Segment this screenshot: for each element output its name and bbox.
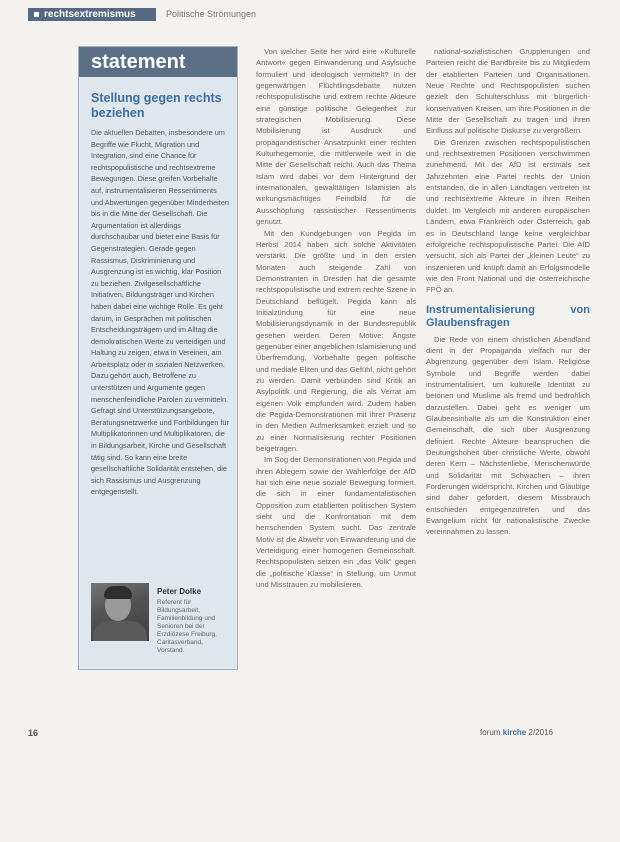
section-label: rechtsextremismus: [44, 9, 136, 20]
publication-prefix: forum: [480, 728, 501, 737]
page-number: 16: [28, 728, 39, 738]
section-tag: [28, 8, 156, 21]
paragraph: Die Grenzen zwischen rechtspopulistischen und rechtsextremen Positionen verschwimmen zunehmend. Mit der AfD ist erstmals seit Jahrzehnten eine Partei rechts der Union entstanden, die in allen Landtagen vertreten ist und rechtsextreme Akteure in ihren Reihen duldet. Im Vergleich mit anderen europäischen Ländern, etwa Frankreich oder Österreich, gab es in Deutschland lange keine vergleichbar erfolgreiche rechtspopulistische Partei. Die AfD versucht, sich als Partei der „kleinen Leute“ zu inszenieren und knüpft damit an Erfolgsmodelle wie den Front National und die österreichische FPÖ an.: [426, 137, 590, 295]
author-name: Peter Dolke: [157, 587, 202, 596]
paragraph: Mit den Kundgebungen von Pegida im Herbst 2014 haben sich solche Aktivitäten verstärkt. Die größte und in den ersten Monaten auch steigende Zahl von Demonstranten in Dresden hat die gesamte rechtspopulistische und extrem rechte Szene in Deutschland beflügelt. Pegida kann als Initialzündung für eine neue Mobilisierungsdynamik in der Bundesrepublik gesehen werden. Deren Motive: Ängste gegenüber einer angeblichen Islamisierung und Überfremdung, Vorbehalte gegen politische und mediale Eliten und das Gefühl, nicht gehört zu werden. Damit verbunden sind Kritik an Asylpolitik und Regierung, die als Verrat am eigenen Volk empfunden wird. Zudem haben die Pegida-Demonstrationen mit ihrer Präsenz in den Medien Aufmerksamkeit erzielt und so zu einer Normalisierung rechter Positionen beigetragen.: [256, 228, 417, 454]
subheading: Instrumentalisierung von Glaubensfragen: [426, 303, 590, 329]
square-icon: [34, 12, 39, 17]
paragraph: national-sozialistischen Gruppierungen und Parteien reicht die Bandbreite bis zu Mitgliedern der etablierten Parteien und Organisationen. Neue Rechte und Rechtspopulisten suchen gezielt den Schulterschluss mit bürgerlich-konservativen Kreisen, um ihre Positionen in die Mitte der Gesellschaft zu tragen und ihren Einfluss auf politische Diskurse zu vergrößern.: [426, 47, 590, 136]
statement-title: Stellung gegen rechts beziehen: [91, 91, 222, 120]
paragraph: Im Sog der Demonstrationen von Pegida und ihren Ablegern sowie der Wahlerfolge der AfD hat sich eine neue soziale Bewegung formiert, die sich in einer fundamentalistischen Opposition zum etablierten politischen System sieht und die Konfrontation mit dem herrschenden System sucht. Das zentrale Motiv ist die Abwehr von Einwanderung und die Verteidigung einer homogenen Gemeinschaft. Rechtspopulisten setzen ein „das Volk“ gegen die „politische Klasse“ in Stellung, um Unmut und Misstrauen zu mobilisieren.: [256, 455, 416, 590]
text-column-1: [256, 46, 416, 591]
author-bio: Referent für Bildungsarbeit, Familienbildung und Senioren bei der Erzdiözese Freiburg, Caritasverband, Vorstand.: [157, 599, 217, 654]
publication-info: [480, 728, 553, 737]
publication-name: kirche: [502, 728, 527, 737]
author-block: [91, 577, 231, 657]
issue-number: 2/2016: [528, 728, 553, 737]
author-photo: [91, 583, 149, 641]
paragraph: Von welcher Seite her wird eine »Kulturelle Antwort« gegen Einwanderung und Asylsuche formuliert und ideologisch vermittelt? In der gegenwärtigen Flüchtlingsdebatte nutzen rechtspopulistische und extrem rechte Akteure eine günstige politische Gelegenheit zur strategischen Mobilisierung. Diese Mobilisierung ist Ausdruck und propagandistischer Ansatzpunkt einer rechten Kulturhegemonie, die mittlerweile weit in die Mitte der Gesellschaft reicht. Auch das Thema Islam wird dabei vor dem Hintergrund der internationalen, gewalttätigen Islamisten als wirkungsmächtiges Feindbild für die Ausschöpfung rassistischer Ressentiments genutzt.: [256, 47, 416, 227]
statement-box: [78, 46, 238, 670]
text-column-2: [426, 46, 590, 538]
paragraph: Die Rede von einem christlichen Abendland dient in der Propaganda vielfach nur der Abgrenzung gegenüber dem Islam. Religiöse Symbole und Begriffe werden dabei instrumentalisiert, um kulturelle Identität zu betonen und Muslime als fremd und bedrohlich darzustellen. Dabei geht es weniger um Glaubensinhalte als um die Konstruktion einer Gemeinschaft, die sich über Ausgrenzung definiert. Rechte Akteure beanspruchen die Deutungshoheit über christliche Werte, obwohl deren Kern – Nächstenliebe, Menschenwürde und Solidarität mit Schwachen – ihren Forderungen widerspricht. Kirchen und Gläubige sind daher gefordert, diesem Missbrauch entschieden entgegenzutreten und das Evangelium nicht für nationalistische Zwecke vereinnahmen zu lassen.: [426, 334, 590, 537]
statement-label: statement: [79, 47, 237, 77]
statement-body: Die aktuellen Debatten, insbesondere um Begriffe wie Flucht, Migration und Integration, sind eine Chance für rechtspopulistische und rechtsextreme Bewegungen. Diese greifen Vorbehalte auf, instrumentalisieren Ressentiments und Abwertungen gegenüber Minderheiten bis in die Mitte der Gesellschaft. Die Argumentation ist allerdings durchschaubar und bietet eine Basis für Gegenstrategien. Gerade gegen Rassismus, Diskriminierung und Ausgrenzung ist es wichtig, klar Position zu beziehen. Zivilgesellschaftliche Initiativen, Bildungsträger und Kirchen haben dabei eine wichtige Rolle. Es geht darum, in Gesprächen mit politischen Entscheidungsträgern und im Alltag die demokratischen Werte zu verteidigen und Haltung zu zeigen, etwa in Vereinen, am Arbeitsplatz oder in sozialen Netzwerken. Dazu gehört auch, Betroffene zu unterstützen und Argumente gegen menschenfeindliche Parolen zu vermitteln. Gefragt sind Unterstützungsangebote, Beratungsnetzwerke und Fortbildungen für Multiplikatorinnen und Multiplikatoren, die in Bildungsarbeit, Kirche und Gesellschaft tätig sind. So kann eine breite gesellschaftliche Solidarität entstehen, die sich Rassismus und Ausgrenzung entgegenstellt.: [91, 128, 229, 497]
section-subtitle: Politische Strömungen: [166, 9, 257, 19]
